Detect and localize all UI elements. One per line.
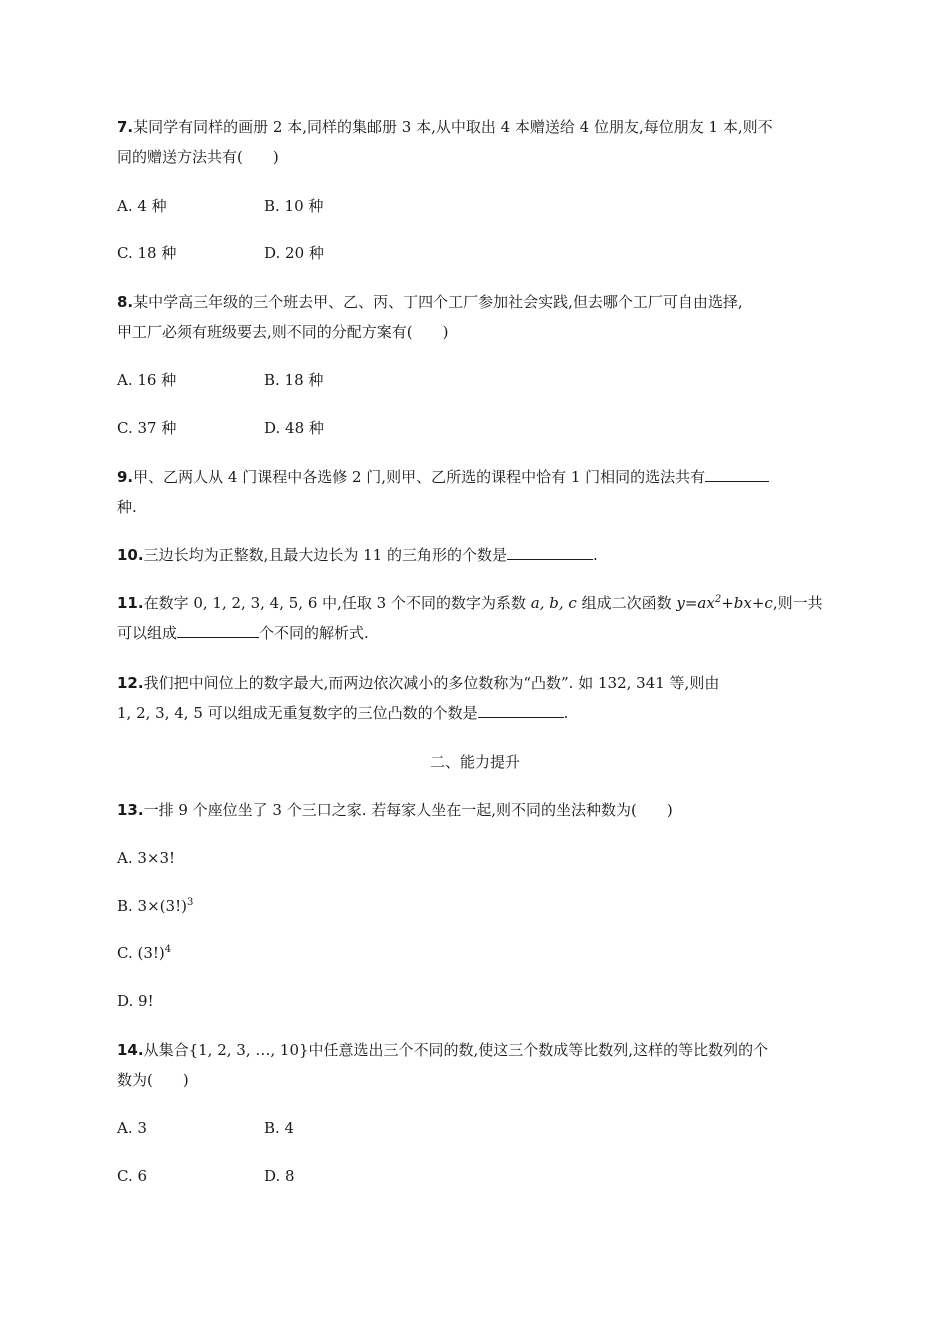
question-text: ,则一共 (772, 594, 823, 612)
question-number: 10. (117, 546, 144, 564)
question-number: 13. (117, 801, 144, 819)
question-text: 在数字 0, 1, 2, 3, 4, 5, 6 中,任取 3 个不同的数字为系数 (143, 594, 526, 612)
option-c: C. 37 种 (117, 419, 177, 437)
period: . (592, 546, 598, 564)
question-number: 9. (117, 468, 134, 486)
period: . (563, 704, 569, 722)
option-a: A. 4 种 (117, 197, 167, 215)
question-text: 某中学高三年级的三个班去甲、乙、丙、丁四个工厂参加社会实践,但去哪个工厂可自由选择, (133, 293, 743, 311)
exponent: 4 (164, 944, 172, 955)
option-a: A. 3 (117, 1119, 147, 1137)
option-c (117, 943, 171, 963)
question-text: 某同学有同样的画册 2 本,同样的集邮册 3 本,从中取出 4 本赠送给 4 位朋友,每位朋友 1 本,则不 (133, 118, 773, 136)
coefficient-variables: a, b, c (530, 594, 577, 612)
option-a: A. 16 种 (117, 371, 177, 389)
question-12-continued (117, 703, 568, 723)
section-heading: 二、能力提升 (429, 753, 520, 771)
exponent: 3 (186, 897, 194, 908)
question-text: 一排 9 个座位坐了 3 个三口之家. 若每家人坐在一起,则不同的坐法种数为( ) (143, 801, 673, 819)
option-b: B. 4 (264, 1119, 295, 1137)
quadratic-function (676, 594, 772, 612)
question-text: 三边长均为正整数,且最大边长为 11 的三角形的个数是 (143, 546, 507, 564)
question-number: 7. (117, 118, 134, 136)
question-text: 组成二次函数 (581, 594, 672, 612)
question-13 (117, 800, 673, 820)
answer-blank[interactable] (177, 623, 259, 638)
question-12 (117, 673, 719, 693)
option-c: C. 18 种 (117, 244, 177, 262)
option-d: D. 9! (117, 992, 154, 1010)
question-text: 甲、乙两人从 4 门课程中各选修 2 门,则甲、乙所选的课程中恰有 1 门相同的选法共有 (133, 468, 706, 486)
answer-blank[interactable] (507, 545, 593, 560)
question-8 (117, 292, 743, 312)
question-text: 1, 2, 3, 4, 5 可以组成无重复数字的三位凸数的个数是 (117, 704, 478, 722)
option-a: A. 3×3! (117, 849, 176, 867)
question-7 (117, 117, 773, 137)
question-14 (117, 1040, 768, 1060)
option-d: D. 20 种 (264, 244, 324, 262)
option-text: C. (3!) (117, 944, 165, 962)
function-part: +bx+c (721, 594, 773, 612)
question-number: 11. (117, 594, 144, 612)
option-d: D. 48 种 (264, 419, 324, 437)
question-14-continued: 数为( ) (117, 1071, 189, 1089)
question-text: 我们把中间位上的数字最大,而两边依次减小的多位数称为“凸数”. 如 132, 341 等,则由 (143, 674, 720, 692)
option-b: B. 18 种 (264, 371, 324, 389)
option-d: D. 8 (264, 1167, 295, 1185)
function-part: y=ax (676, 594, 715, 612)
answer-blank[interactable] (478, 703, 564, 718)
question-11-continued (117, 623, 369, 643)
question-number: 8. (117, 293, 134, 311)
question-text: 个不同的解析式. (259, 624, 369, 642)
option-b: B. 10 种 (264, 197, 324, 215)
question-9 (117, 467, 769, 487)
question-text: 可以组成 (117, 624, 178, 642)
question-7-continued: 同的赠送方法共有( ) (117, 148, 279, 166)
answer-blank[interactable] (705, 467, 769, 482)
question-number: 14. (117, 1041, 144, 1059)
option-text: B. 3×(3!) (117, 897, 187, 915)
question-11 (117, 593, 823, 613)
question-text: 从集合{1, 2, 3, …, 10}中任意选出三个不同的数,使这三个数成等比数列,这样的等比数列的个 (143, 1041, 769, 1059)
exponent: 2 (714, 594, 722, 605)
option-c: C. 6 (117, 1167, 148, 1185)
question-10 (117, 545, 598, 565)
question-8-continued: 甲工厂必须有班级要去,则不同的分配方案有( ) (117, 323, 449, 341)
question-9-continued: 种. (117, 498, 137, 516)
option-b (117, 896, 193, 916)
question-number: 12. (117, 674, 144, 692)
